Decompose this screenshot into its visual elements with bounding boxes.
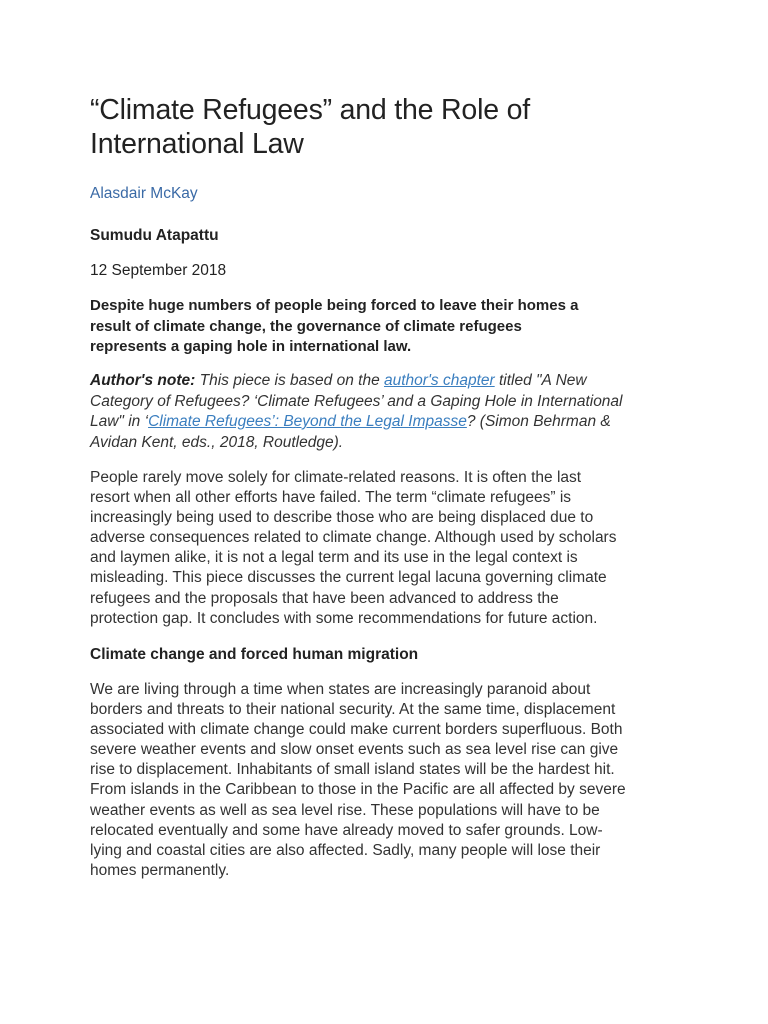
note-line: Avidan Kent, eds., 2018, Routledge). [90,433,344,451]
paragraph-line: relocated eventually and some have already moved to safer grounds. Low- [90,821,603,839]
book-title-link[interactable]: Climate Refugees’: Beyond the Legal Impasse [148,413,467,430]
paragraph-line: protection gap. It concludes with some recommendations for future action. [90,609,598,627]
publish-date: 12 September 2018 [90,262,227,279]
note-text: Law" in ‘ [90,413,149,430]
paragraph-line: From islands in the Caribbean to those in the Pacific are all affected by severe [90,781,626,799]
note-text: This piece is based on the [195,372,384,389]
section-heading: Climate change and forced human migration [90,646,419,663]
paragraph-line: rise to displacement. Inhabitants of small island states will be the hardest hit. [90,761,615,779]
authors-note [90,371,680,453]
paragraph-line: homes permanently. [90,861,230,879]
note-text: ? (Simon Behrman & [466,413,611,430]
paragraph-line: People rarely move solely for climate-related reasons. It is often the last [90,469,582,486]
paragraph-line: severe weather events and slow onset events such as sea level rise can give [90,741,619,759]
note-line: Category of Refugees? ‘Climate Refugees’ and a Gaping Hole in International [90,392,623,410]
article-title [90,93,690,161]
note-text: titled "A New [494,372,587,389]
lede-line: represents a gaping hole in international law. [90,338,412,355]
article-title-line: “Climate Refugees” and the Role of [90,94,530,126]
byline: Alasdair McKay [90,185,198,202]
paragraph-line: resort when all other efforts have failed. The term “climate refugees” is [90,489,572,507]
article-lede [90,296,660,358]
lede-line: result of climate change, the governance of climate refugees [90,317,522,335]
lede-line: Despite huge numbers of people being forced to leave their homes a [90,297,579,314]
paragraph-line: misleading. This piece discusses the current legal lacuna governing climate [90,569,607,587]
paragraph-line: increasingly being used to describe those who are being displaced due to [90,509,594,527]
article-title-line: International Law [90,128,304,160]
intro-paragraph [90,468,680,629]
note-line [90,412,680,433]
paragraph-line: and laymen alike, it is not a legal term and its use in the legal context is [90,549,578,567]
paragraph-line: borders and threats to their national security. At the same time, displacement [90,701,616,719]
author-name: Sumudu Atapattu [90,227,219,244]
paragraph-line: adverse consequences related to climate change. Although used by scholars [90,529,617,547]
paragraph-line: weather events as well as sea level rise. These populations will have to be [90,801,600,819]
note-label: Author's note: [90,372,196,389]
paragraph-line: We are living through a time when states are increasingly paranoid about [90,681,591,698]
paragraph-line: lying and coastal cities are also affected. Sadly, many people will lose their [90,841,601,859]
authors-chapter-link[interactable]: author's chapter [384,372,495,389]
section-paragraph [90,680,680,881]
paragraph-line: associated with climate change could make current borders superfluous. Both [90,721,623,739]
note-line [90,371,680,392]
paragraph-line: refugees and the proposals that have been advanced to address the [90,589,559,607]
